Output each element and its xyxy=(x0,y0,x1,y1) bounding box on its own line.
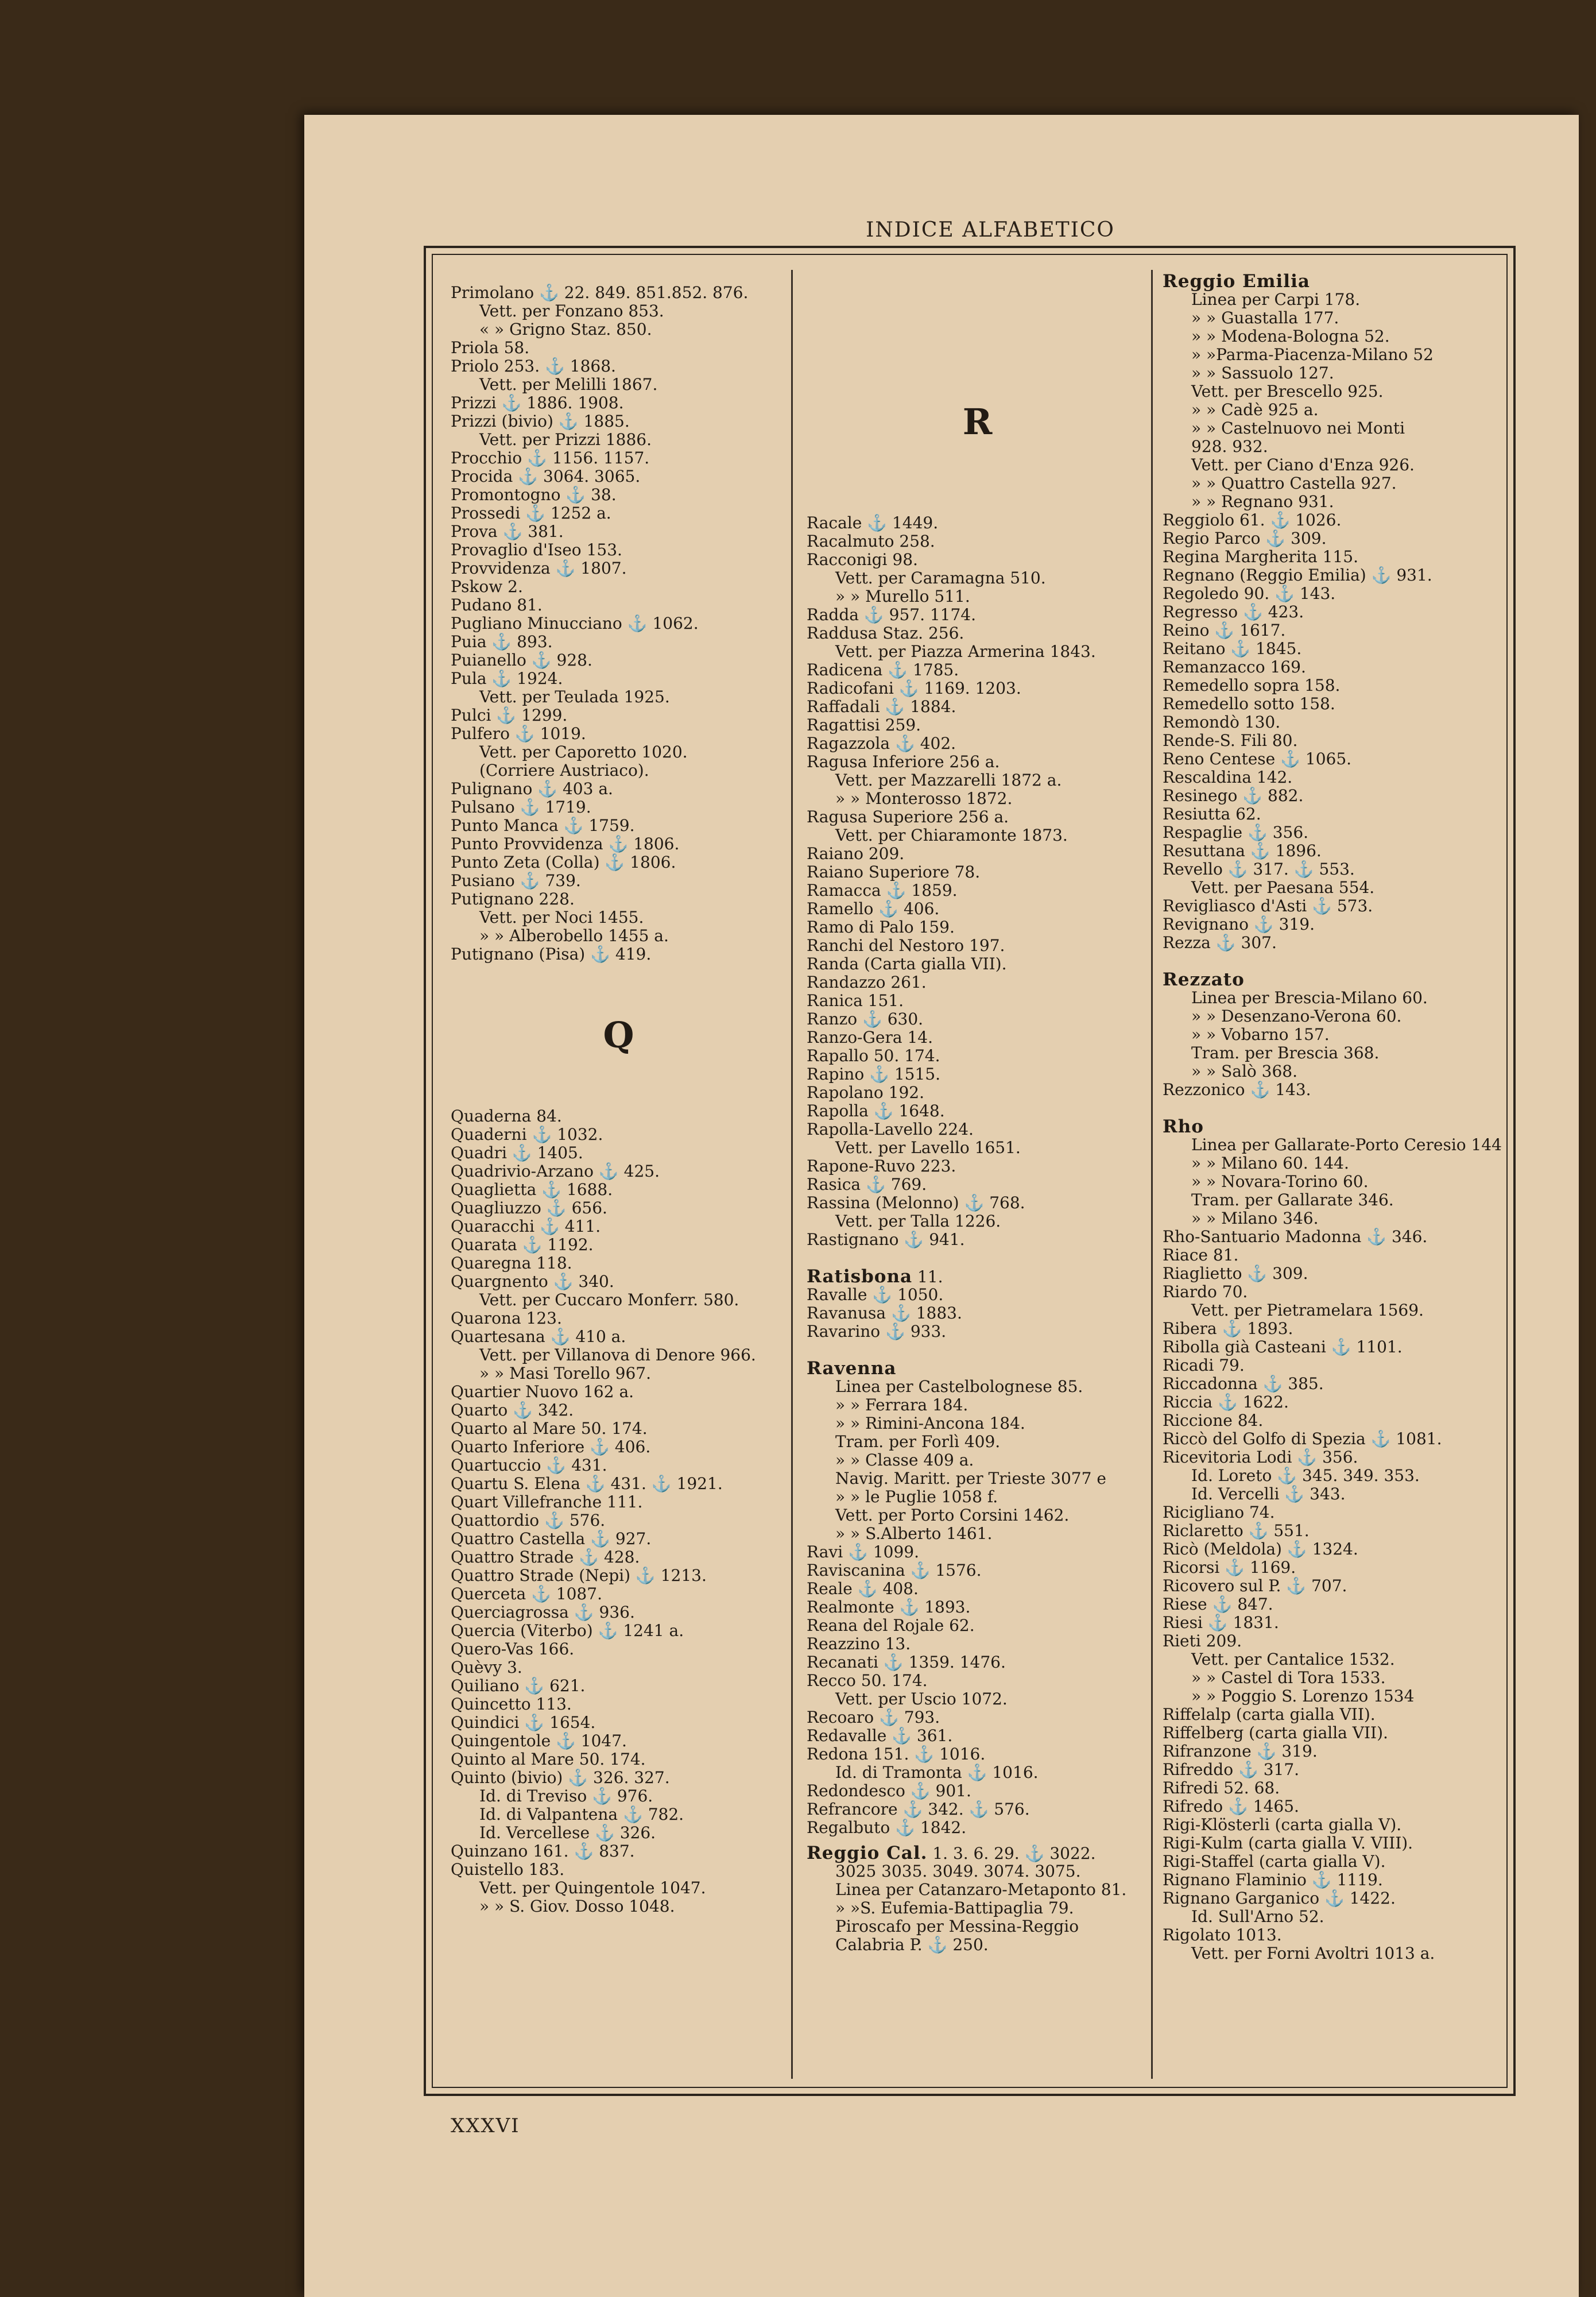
index-entry: Quarto Inferiore ⚓ 406. xyxy=(451,1437,651,1456)
index-entry: Rignano Flaminio ⚓ 1119. xyxy=(1163,1870,1383,1889)
index-entry: » » Milano 60. 144. xyxy=(1191,1154,1349,1173)
index-entry: Ravanusa ⚓ 1883. xyxy=(807,1304,962,1322)
index-entry: Riccione 84. xyxy=(1163,1411,1264,1430)
index-entry: Quattro Castella ⚓ 927. xyxy=(451,1529,652,1548)
index-entry: Remondò 130. xyxy=(1163,713,1281,732)
index-entry: Riccia ⚓ 1622. xyxy=(1163,1393,1289,1412)
index-entry: Quaglietta ⚓ 1688. xyxy=(451,1180,613,1199)
index-entry: » »S. Eufemia-Battipaglia 79. xyxy=(835,1898,1074,1917)
reggio-emilia-entry-list xyxy=(1163,291,1510,511)
index-entry: » » Sassuolo 127. xyxy=(1191,364,1334,382)
index-entry: Vett. per Pietramelara 1569. xyxy=(1191,1301,1424,1320)
index-entry: Reggiolo 61. ⚓ 1026. xyxy=(1163,511,1342,529)
index-entry: Redondesco ⚓ 901. xyxy=(807,1781,971,1800)
index-entry: » » Masi Torello 967. xyxy=(479,1364,651,1383)
index-entry: Vett. per Villanova di Denore 966. xyxy=(479,1345,756,1364)
index-entry: Primolano ⚓ 22. 849. 851.852. 876. xyxy=(451,283,749,302)
index-entry: Raiano Superiore 78. xyxy=(807,863,981,881)
index-entry: Puia ⚓ 893. xyxy=(451,632,553,651)
index-entry: Quaderna 84. xyxy=(451,1107,562,1126)
index-entry: (Corriere Austriaco). xyxy=(479,761,649,780)
index-column-3 xyxy=(1163,272,1510,1963)
index-entry: Regresso ⚓ 423. xyxy=(1163,602,1304,621)
index-entry: Id. Sull'Arno 52. xyxy=(1191,1907,1324,1926)
index-entry: Radicofani ⚓ 1169. 1203. xyxy=(807,679,1021,698)
index-entry: Ravarino ⚓ 933. xyxy=(807,1322,947,1341)
index-entry: Racconigi 98. xyxy=(807,550,918,569)
reggio-cal-heading: Reggio Cal. xyxy=(807,1843,928,1863)
index-entry: Vett. per Porto Corsini 1462. xyxy=(835,1506,1070,1525)
index-entry: Reazzino 13. xyxy=(807,1634,911,1653)
index-entry: Randa (Carta gialla VII). xyxy=(807,954,1007,973)
index-entry: Resuttana ⚓ 1896. xyxy=(1163,841,1322,860)
index-entry: Quart Villefranche 111. xyxy=(451,1492,643,1511)
index-entry: Quindici ⚓ 1654. xyxy=(451,1713,596,1732)
index-entry: » » Castel di Tora 1533. xyxy=(1191,1668,1386,1687)
index-entry: « » Grigno Staz. 850. xyxy=(479,320,652,339)
index-entry: Pudano 81. xyxy=(451,595,543,614)
index-entry: Ricadi 79. xyxy=(1163,1356,1245,1375)
index-entry: Rapolla-Lavello 224. xyxy=(807,1120,974,1139)
index-entry: Recco 50. 174. xyxy=(807,1671,928,1690)
index-entry: Vett. per Caporetto 1020. xyxy=(479,743,688,761)
index-entry: » » Novara-Torino 60. xyxy=(1191,1172,1369,1191)
index-entry: Recoaro ⚓ 793. xyxy=(807,1708,940,1727)
index-entry: Vett. per Chiaramonte 1873. xyxy=(835,826,1068,845)
index-entry: Redavalle ⚓ 361. xyxy=(807,1726,953,1745)
index-entry: Riffelberg (carta gialla VII). xyxy=(1163,1723,1388,1742)
index-entry: Quinto al Mare 50. 174. xyxy=(451,1750,646,1769)
index-entry: Racalmuto 258. xyxy=(807,532,935,551)
index-entry: Riardo 70. xyxy=(1163,1282,1248,1301)
index-entry: » » Castelnuovo nei Monti xyxy=(1191,419,1405,438)
index-entry: Rifredi 52. 68. xyxy=(1163,1778,1280,1797)
ratisbona-heading: Ratisbona xyxy=(807,1266,913,1287)
index-entry: » » Milano 346. xyxy=(1191,1209,1319,1228)
index-entry: Putignano (Pisa) ⚓ 419. xyxy=(451,945,652,964)
p-entry-list xyxy=(451,284,787,964)
rezzato-entry-list xyxy=(1163,989,1510,1099)
index-entry: Reno Centese ⚓ 1065. xyxy=(1163,749,1352,768)
index-entry: Rigi-Kulm (carta gialla V. VIII). xyxy=(1163,1834,1413,1853)
index-entry: Prizzi (bivio) ⚓ 1885. xyxy=(451,412,630,431)
index-entry: Prova ⚓ 381. xyxy=(451,522,564,541)
index-entry: Rassina (Melonno) ⚓ 768. xyxy=(807,1193,1025,1212)
index-entry: Quaderni ⚓ 1032. xyxy=(451,1125,603,1144)
index-entry: Quiliano ⚓ 621. xyxy=(451,1676,586,1695)
index-entry: Punto Provvidenza ⚓ 1806. xyxy=(451,834,680,853)
index-entry: » » S. Giov. Dosso 1048. xyxy=(479,1897,675,1916)
index-entry: Quaregna 118. xyxy=(451,1254,572,1273)
index-entry: Rieti 209. xyxy=(1163,1631,1242,1650)
index-entry: Reana del Rojale 62. xyxy=(807,1616,975,1635)
index-column-1 xyxy=(451,284,787,1916)
index-entry: Ribolla già Casteani ⚓ 1101. xyxy=(1163,1337,1403,1356)
index-entry: Rapolla ⚓ 1648. xyxy=(807,1101,945,1120)
index-entry: Rigolato 1013. xyxy=(1163,1925,1282,1944)
index-entry: Querceta ⚓ 1087. xyxy=(451,1584,602,1603)
index-entry: Pugliano Minucciano ⚓ 1062. xyxy=(451,614,699,633)
section-letter-q: Q xyxy=(603,1014,634,1056)
index-entry: Quattordio ⚓ 576. xyxy=(451,1511,606,1530)
index-entry: Quincetto 113. xyxy=(451,1695,572,1714)
ravenna-entry-list xyxy=(807,1378,1148,1543)
index-entry: Remanzacco 169. xyxy=(1163,658,1306,676)
index-entry: Quingentole ⚓ 1047. xyxy=(451,1731,627,1750)
index-entry: Id. Vercellese ⚓ 326. xyxy=(479,1823,656,1842)
index-entry: Ravalle ⚓ 1050. xyxy=(807,1285,944,1304)
index-entry: Ragusa Superiore 256 a. xyxy=(807,807,1009,826)
index-entry: » » Cadè 925 a. xyxy=(1191,400,1319,419)
r-entry-list-a xyxy=(807,514,1148,1249)
index-entry: » » Guastalla 177. xyxy=(1191,308,1339,327)
index-entry: Refrancore ⚓ 342. ⚓ 576. xyxy=(807,1800,1030,1819)
index-entry: Rifredo ⚓ 1465. xyxy=(1163,1797,1299,1816)
index-entry: Rezza ⚓ 307. xyxy=(1163,933,1277,952)
index-entry: Quargnento ⚓ 340. xyxy=(451,1272,614,1291)
index-entry: Respaglie ⚓ 356. xyxy=(1163,823,1309,842)
index-entry: Reino ⚓ 1617. xyxy=(1163,621,1286,640)
index-entry: Vett. per Noci 1455. xyxy=(479,908,644,927)
index-entry: Pulignano ⚓ 403 a. xyxy=(451,779,613,798)
index-entry: Quadri ⚓ 1405. xyxy=(451,1143,583,1162)
index-entry: Quaracchi ⚓ 411. xyxy=(451,1217,601,1236)
index-entry: Rifreddo ⚓ 317. xyxy=(1163,1760,1300,1779)
index-entry: 928. 932. xyxy=(1191,437,1268,456)
index-entry: » » Alberobello 1455 a. xyxy=(479,926,669,945)
index-entry: » » Quattro Castella 927. xyxy=(1191,474,1397,493)
index-entry: Pula ⚓ 1924. xyxy=(451,669,563,688)
index-entry: Piroscafo per Messina-Reggio xyxy=(835,1917,1079,1936)
index-entry: Pulsano ⚓ 1719. xyxy=(451,798,591,817)
index-entry: Id. Loreto ⚓ 345. 349. 353. xyxy=(1191,1466,1420,1485)
index-entry: Raviscanina ⚓ 1576. xyxy=(807,1561,982,1580)
index-entry: Rigi-Staffel (carta gialla V). xyxy=(1163,1852,1386,1871)
index-entry: Rasica ⚓ 769. xyxy=(807,1175,927,1194)
index-entry: Provvidenza ⚓ 1807. xyxy=(451,559,627,578)
q-entry-list xyxy=(451,1107,787,1916)
index-entry: Ribera ⚓ 1893. xyxy=(1163,1319,1293,1338)
index-entry: » » S.Alberto 1461. xyxy=(835,1524,993,1543)
index-column-2 xyxy=(807,402,1148,1954)
index-entry: Realmonte ⚓ 1893. xyxy=(807,1598,971,1617)
index-entry: Regoledo 90. ⚓ 143. xyxy=(1163,584,1336,603)
index-entry: Provaglio d'Iseo 153. xyxy=(451,540,622,559)
index-entry: Riese ⚓ 847. xyxy=(1163,1595,1273,1614)
index-entry: Vett. per Paesana 554. xyxy=(1191,878,1375,897)
index-entry: Rende-S. Fili 80. xyxy=(1163,731,1298,750)
page-number: XXXVI xyxy=(451,2114,520,2137)
index-entry: Regina Margherita 115. xyxy=(1163,547,1358,566)
index-entry: Pulci ⚓ 1299. xyxy=(451,706,568,725)
index-entry: Ricovero sul P. ⚓ 707. xyxy=(1163,1576,1347,1595)
index-entry: Vett. per Uscio 1072. xyxy=(835,1689,1008,1708)
index-entry: Vett. per Prizzi 1886. xyxy=(479,430,652,449)
index-entry: Regnano (Reggio Emilia) ⚓ 931. xyxy=(1163,566,1432,585)
index-entry: Id. di Treviso ⚓ 976. xyxy=(479,1786,653,1805)
index-entry: » » Desenzano-Verona 60. xyxy=(1191,1007,1402,1026)
index-entry: Navig. Maritt. per Trieste 3077 e xyxy=(835,1469,1106,1488)
index-entry: » »Parma-Piacenza-Milano 52 xyxy=(1191,345,1434,364)
column-divider-1 xyxy=(791,270,793,2079)
rho-heading: Rho xyxy=(1163,1116,1204,1137)
index-entry: Rapone-Ruvo 223. xyxy=(807,1157,956,1175)
index-entry: » » Regnano 931. xyxy=(1191,492,1334,511)
index-entry: Randazzo 261. xyxy=(807,973,927,992)
rezzato-heading: Rezzato xyxy=(1163,969,1245,990)
index-entry: Id. Vercelli ⚓ 343. xyxy=(1191,1484,1346,1503)
index-entry: Linea per Gallarate-Porto Ceresio 144 xyxy=(1191,1135,1502,1154)
index-entry: Vett. per Mazzarelli 1872 a. xyxy=(835,771,1062,790)
index-entry: Id. di Tramonta ⚓ 1016. xyxy=(835,1763,1039,1782)
index-entry: Ranzo ⚓ 630. xyxy=(807,1010,924,1028)
index-entry: Quinto (bivio) ⚓ 326. 327. xyxy=(451,1768,670,1787)
index-entry: » » Salò 368. xyxy=(1191,1062,1297,1081)
index-entry: Ragattisi 259. xyxy=(807,716,921,734)
index-entry: Ranzo-Gera 14. xyxy=(807,1028,933,1047)
index-entry: Priola 58. xyxy=(451,338,530,357)
index-entry: Quadrivio-Arzano ⚓ 425. xyxy=(451,1162,660,1181)
index-entry: Ricevitoria Lodi ⚓ 356. xyxy=(1163,1448,1358,1467)
index-entry: Regio Parco ⚓ 309. xyxy=(1163,529,1327,548)
index-entry: Remedello sopra 158. xyxy=(1163,676,1341,695)
index-entry: » » Murello 511. xyxy=(835,587,970,606)
index-entry: » » Vobarno 157. xyxy=(1191,1025,1330,1044)
index-entry: Vett. per Cuccaro Monferr. 580. xyxy=(479,1290,739,1309)
index-entry: Pulfero ⚓ 1019. xyxy=(451,724,586,743)
index-entry: Riclaretto ⚓ 551. xyxy=(1163,1521,1310,1540)
index-entry: Raffadali ⚓ 1884. xyxy=(807,697,956,716)
index-entry: Rignano Garganico ⚓ 1422. xyxy=(1163,1889,1396,1908)
index-entry: Procida ⚓ 3064. 3065. xyxy=(451,467,641,486)
index-entry: Revello ⚓ 317. ⚓ 553. xyxy=(1163,860,1355,879)
index-entry: Putignano 228. xyxy=(451,890,575,908)
index-entry: Linea per Castelbolognese 85. xyxy=(835,1377,1083,1396)
index-entry: Rifranzone ⚓ 319. xyxy=(1163,1742,1318,1761)
index-entry: Vett. per Teulada 1925. xyxy=(479,687,670,706)
index-entry: Riaglietto ⚓ 309. xyxy=(1163,1264,1308,1283)
index-entry: Vett. per Brescello 925. xyxy=(1191,382,1384,401)
index-entry: Quartesana ⚓ 410 a. xyxy=(451,1327,626,1346)
index-entry: Riesi ⚓ 1831. xyxy=(1163,1613,1279,1632)
index-entry: Vett. per Lavello 1651. xyxy=(835,1138,1021,1157)
index-entry: Vett. per Melilli 1867. xyxy=(479,375,658,394)
index-entry: Quattro Strade ⚓ 428. xyxy=(451,1548,640,1567)
index-entry: » » Classe 409 a. xyxy=(835,1451,974,1470)
index-entry: Quagliuzzo ⚓ 656. xyxy=(451,1198,607,1217)
index-entry: Pusiano ⚓ 739. xyxy=(451,871,581,890)
column-divider-2 xyxy=(1151,270,1153,2079)
index-entry: Id. di Valpantena ⚓ 782. xyxy=(479,1805,684,1824)
index-entry: Rastignano ⚓ 941. xyxy=(807,1230,965,1249)
index-entry: Vett. per Ciano d'Enza 926. xyxy=(1191,455,1415,474)
index-entry: Ramo di Palo 159. xyxy=(807,918,955,937)
index-entry: Rigi-Klösterli (carta gialla V). xyxy=(1163,1815,1402,1834)
ratisbona-ref: 11. xyxy=(912,1267,943,1286)
index-entry: Pskow 2. xyxy=(451,577,523,596)
index-entry: Vett. per Quingentole 1047. xyxy=(479,1878,706,1897)
index-entry: Rapallo 50. 174. xyxy=(807,1046,940,1065)
index-entry: Querciagrossa ⚓ 936. xyxy=(451,1603,635,1622)
index-entry: Remedello sotto 158. xyxy=(1163,694,1335,713)
reggio-cal-entry-list xyxy=(807,1862,1148,1954)
index-entry: Punto Zeta (Colla) ⚓ 1806. xyxy=(451,853,676,872)
index-entry: Prizzi ⚓ 1886. 1908. xyxy=(451,393,624,412)
rho-entry-list xyxy=(1163,1136,1510,1963)
index-entry: Regalbuto ⚓ 1842. xyxy=(807,1818,967,1837)
index-entry: Linea per Brescia-Milano 60. xyxy=(1191,988,1428,1007)
index-entry: Quèvy 3. xyxy=(451,1658,522,1677)
index-entry: Ricò (Meldola) ⚓ 1324. xyxy=(1163,1540,1358,1559)
index-entry: Puianello ⚓ 928. xyxy=(451,651,592,670)
index-entry: Quarto al Mare 50. 174. xyxy=(451,1419,648,1438)
index-entry: Rho-Santuario Madonna ⚓ 346. xyxy=(1163,1227,1428,1246)
r-entry-list-c xyxy=(807,1543,1148,1837)
index-entry: » » Monterosso 1872. xyxy=(835,789,1013,808)
index-entry: » » Poggio S. Lorenzo 1534 xyxy=(1191,1687,1415,1706)
index-entry: Reitano ⚓ 1845. xyxy=(1163,639,1302,658)
index-entry: Rezzonico ⚓ 143. xyxy=(1163,1080,1311,1099)
index-entry: Tram. per Gallarate 346. xyxy=(1191,1190,1394,1209)
reggio-cal-refs: 1. 3. 6. 29. ⚓ 3022. xyxy=(927,1844,1096,1863)
index-entry: Redona 151. ⚓ 1016. xyxy=(807,1745,986,1764)
page-header: INDICE ALFABETICO xyxy=(866,218,1115,242)
index-entry: » » Ferrara 184. xyxy=(835,1395,969,1414)
index-entry: Vett. per Cantalice 1532. xyxy=(1191,1650,1395,1669)
index-entry: » » Rimini-Ancona 184. xyxy=(835,1414,1025,1433)
index-entry: Linea per Catanzaro-Metaponto 81. xyxy=(835,1880,1127,1899)
index-entry: Reale ⚓ 408. xyxy=(807,1579,919,1598)
r-entry-list-b xyxy=(807,1286,1148,1341)
index-entry: Procchio ⚓ 1156. 1157. xyxy=(451,448,650,467)
index-entry: Quarto ⚓ 342. xyxy=(451,1401,574,1420)
index-entry: Vett. per Talla 1226. xyxy=(835,1212,1001,1231)
index-entry: Ranica 151. xyxy=(807,991,904,1010)
index-entry: Linea per Carpi 178. xyxy=(1191,290,1361,309)
index-entry: Vett. per Fonzano 853. xyxy=(479,301,664,320)
index-entry: Ragazzola ⚓ 402. xyxy=(807,734,956,753)
index-entry: Priolo 253. ⚓ 1868. xyxy=(451,357,616,376)
section-letter-r: R xyxy=(962,401,993,443)
index-entry: Rescaldina 142. xyxy=(1163,768,1293,787)
index-entry: Ranchi del Nestoro 197. xyxy=(807,936,1005,955)
index-entry: Revigliasco d'Asti ⚓ 573. xyxy=(1163,896,1373,915)
index-entry: Ricigliano 74. xyxy=(1163,1503,1275,1522)
index-entry: Racale ⚓ 1449. xyxy=(807,513,939,532)
index-entry: Quercia (Viterbo) ⚓ 1241 a. xyxy=(451,1621,684,1640)
index-entry: Ricorsi ⚓ 1169. xyxy=(1163,1558,1296,1577)
index-entry: Quistello 183. xyxy=(451,1860,565,1879)
index-entry: Promontogno ⚓ 38. xyxy=(451,485,617,504)
index-entry: Raiano 209. xyxy=(807,844,905,863)
index-entry: Radicena ⚓ 1785. xyxy=(807,660,959,679)
index-entry: Resinego ⚓ 882. xyxy=(1163,786,1304,805)
index-entry: Raddusa Staz. 256. xyxy=(807,624,964,643)
index-entry: Quartuccio ⚓ 431. xyxy=(451,1456,607,1475)
index-entry: Ragusa Inferiore 256 a. xyxy=(807,752,1000,771)
index-entry: Resiutta 62. xyxy=(1163,805,1261,823)
index-entry: Ramello ⚓ 406. xyxy=(807,899,940,918)
index-entry: Vett. per Forni Avoltri 1013 a. xyxy=(1191,1944,1435,1963)
index-entry: Rapolano 192. xyxy=(807,1083,924,1102)
index-entry: Quattro Strade (Nepi) ⚓ 1213. xyxy=(451,1566,707,1585)
index-entry: Ramacca ⚓ 1859. xyxy=(807,881,958,900)
index-entry: Calabria P. ⚓ 250. xyxy=(835,1935,989,1954)
index-entry: Tram. per Brescia 368. xyxy=(1191,1043,1380,1062)
index-entry: Riccò del Golfo di Spezia ⚓ 1081. xyxy=(1163,1429,1442,1448)
index-entry: Revignano ⚓ 319. xyxy=(1163,915,1315,934)
index-entry: Ravi ⚓ 1099. xyxy=(807,1542,920,1561)
ravenna-heading: Ravenna xyxy=(807,1358,897,1379)
index-entry: » » le Puglie 1058 f. xyxy=(835,1487,998,1506)
index-entry: Quero-Vas 166. xyxy=(451,1639,575,1658)
index-entry: » » Modena-Bologna 52. xyxy=(1191,327,1390,346)
index-entry: Quartier Nuovo 162 a. xyxy=(451,1382,634,1401)
index-entry: Punto Manca ⚓ 1759. xyxy=(451,816,635,835)
r-entry-list-col3-a xyxy=(1163,511,1510,952)
index-entry: Radda ⚓ 957. 1174. xyxy=(807,605,977,624)
index-entry: Quarona 123. xyxy=(451,1309,562,1328)
index-entry: Riace 81. xyxy=(1163,1246,1239,1264)
index-entry: Quinzano 161. ⚓ 837. xyxy=(451,1842,635,1861)
index-entry: Riccadonna ⚓ 385. xyxy=(1163,1374,1324,1393)
index-entry: Vett. per Piazza Armerina 1843. xyxy=(835,642,1096,661)
index-entry: Tram. per Forlì 409. xyxy=(835,1432,1001,1451)
index-entry: 3025 3035. 3049. 3074. 3075. xyxy=(835,1862,1081,1881)
index-entry: Rapino ⚓ 1515. xyxy=(807,1065,941,1084)
index-entry: Vett. per Caramagna 510. xyxy=(835,569,1046,587)
index-entry: Quarata ⚓ 1192. xyxy=(451,1235,594,1254)
index-entry: Recanati ⚓ 1359. 1476. xyxy=(807,1653,1006,1672)
index-entry: Prossedi ⚓ 1252 a. xyxy=(451,504,611,523)
reggio-emilia-heading: Reggio Emilia xyxy=(1163,271,1310,292)
index-entry: Riffelalp (carta gialla VII). xyxy=(1163,1705,1376,1724)
index-entry: Quartu S. Elena ⚓ 431. ⚓ 1921. xyxy=(451,1474,723,1493)
